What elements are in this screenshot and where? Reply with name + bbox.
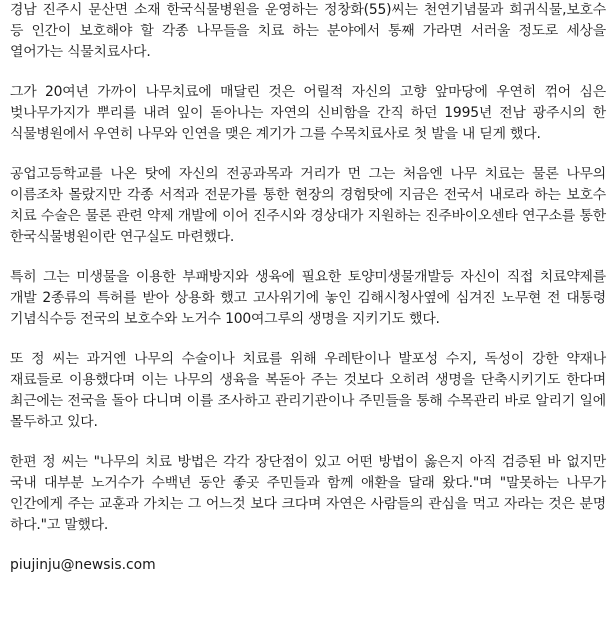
paragraph-patents: 특히 그는 미생물을 이용한 부패방지와 생육에 필요한 토양미생물개발등 자신이 직접 치료약제를 개발 2종류의 특허를 받아 상용화 했고 고사위기에 놓인 김해시청사옆에 심겨진 노무현 전 대통령 기념식수등 전국의 보호수와 노거수 100여그루의 생명을 지키기도 했다. [10,269,606,327]
paragraph-quote: 한편 정 씨는 "나무의 치료 방법은 각각 장단점이 있고 어떤 방법이 옳은지 아직 검증된 바 없지만 국내 대부분 노거수가 수백년 동안 좋곳 주민들과 함께 애환을 달래 왔다."며 "말못하는 나무가 인간에게 주는 교훈과 가치는 그 어느것 보다 크다며 자연은 사람들의 관심을 먹고 자라는 것은 분명 하다."고 말했다. [10,454,606,533]
byline-email: piujinju@newsis.com [10,557,156,573]
paragraph-intro: 경남 진주시 문산면 소재 한국식물병원을 운영하는 정창화(55)씨는 천연기념물과 희귀식물,보호수 등 인간이 보호해야 할 각종 나무들을 치료 하는 분야에서 통째 가라면 서러울 정도로 세상을 열어가는 식물치료사다. [10,2,606,60]
article-body [10,0,606,576]
paragraph-methods: 또 정 씨는 과거엔 나무의 수술이나 치료를 위해 우레탄이나 발포성 수지, 독성이 강한 약재나 재료들로 이용했다며 이는 나무의 생육을 복돋아 주는 것보다 오히려 생명을 단축시키기도 한다며 최근에는 전국을 돌아 다니며 이를 조사하고 관리기관이나 주민들을 통해 수목관리 바로 알리기 일에 몰두하고 있다. [10,351,606,430]
paragraph-origin: 그가 20여년 가까이 나무치료에 매달린 것은 어릴적 자신의 고향 앞마당에 우연히 꺾어 심은 벚나무가지가 뿌리를 내려 잎이 돋아나는 자연의 신비함을 간직 하던 1995년 전남 광주시의 한 식물병원에서 우연히 나무와 인연을 맺은 계기가 그를 수목치료사로 첫 발을 내 딛게 했다. [10,84,606,142]
paragraph-career: 공업고등학교를 나온 탓에 자신의 전공과목과 거리가 먼 그는 처음엔 나무 치료는 물론 나무의 이름조차 몰랐지만 각종 서적과 전문가를 통한 현장의 경험탓에 지금은 전국서 내로라 하는 보호수 치료 수술은 물론 관련 약제 개발에 이어 진주시와 경상대가 지원하는 진주바이오센타 연구소를 통한 한국식물병원이란 연구실도 마련했다. [10,166,606,245]
